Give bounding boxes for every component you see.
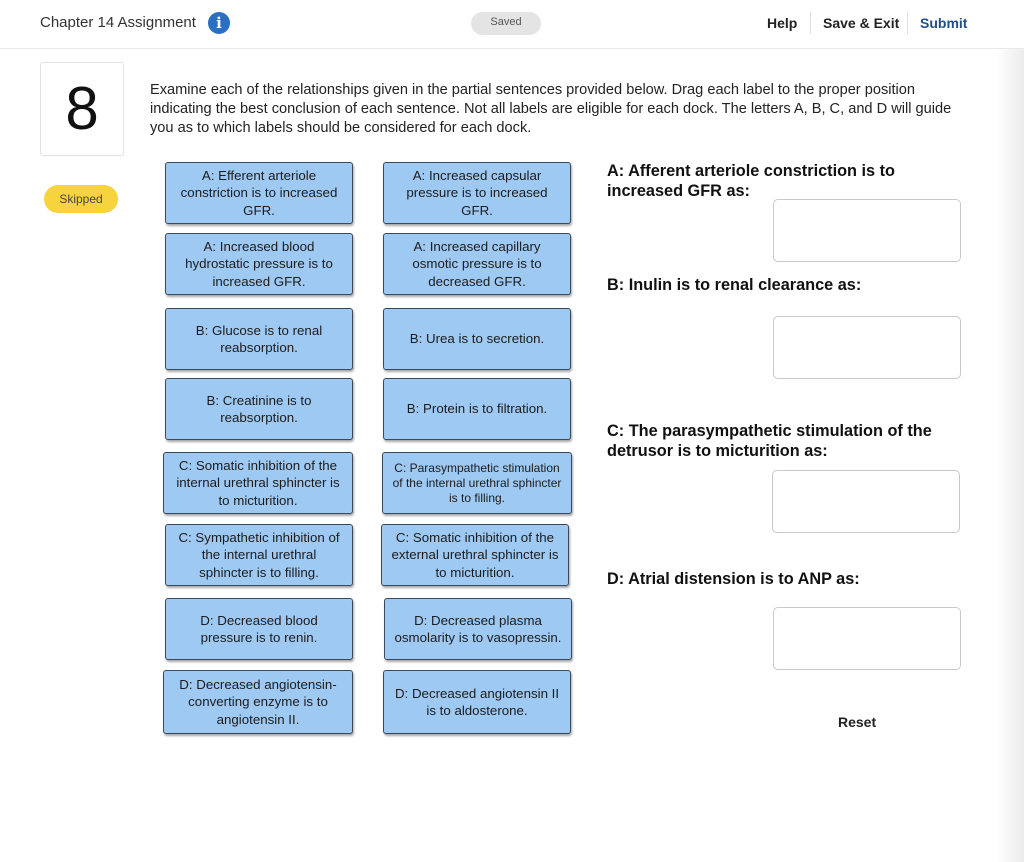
drop-dock-b[interactable] xyxy=(773,316,961,379)
page-edge-shade xyxy=(996,0,1024,862)
saved-status-pill: Saved xyxy=(471,12,541,35)
info-icon[interactable]: i xyxy=(208,12,230,34)
drag-label[interactable]: A: Increased capsular pressure is to increased GFR. xyxy=(383,162,571,224)
dock-prompt-a: A: Afferent arteriole constriction is to increased GFR as: xyxy=(607,162,895,200)
dock-prompt-c: C: The parasympathetic stimulation of the detrusor is to micturition as: xyxy=(607,422,932,460)
top-bar xyxy=(0,0,1024,49)
drag-label[interactable]: C: Sympathetic inhibition of the internal urethral sphincter is to filling. xyxy=(165,524,353,586)
drag-label[interactable]: A: Increased blood hydrostatic pressure is to increased GFR. xyxy=(165,233,353,295)
assignment-title: Chapter 14 Assignment xyxy=(40,14,196,31)
drag-label[interactable]: A: Increased capillary osmotic pressure is to decreased GFR. xyxy=(383,233,571,295)
dock-prompt-d: D: Atrial distension is to ANP as: xyxy=(607,570,860,588)
dock-prompt-b: B: Inulin is to renal clearance as: xyxy=(607,276,862,294)
drag-label[interactable]: A: Efferent arteriole constriction is to increased GFR. xyxy=(165,162,353,224)
drag-label[interactable]: C: Parasympathetic stimulation of the internal urethral sphincter is to filling. xyxy=(382,452,572,514)
header-divider xyxy=(907,12,908,34)
drag-label[interactable]: B: Urea is to secretion. xyxy=(383,308,571,370)
help-link[interactable]: Help xyxy=(767,15,798,31)
question-number: 8 xyxy=(40,62,124,156)
reset-button[interactable]: Reset xyxy=(838,714,877,730)
save-exit-link[interactable]: Save & Exit xyxy=(823,15,900,31)
drag-label[interactable]: B: Protein is to filtration. xyxy=(383,378,571,440)
submit-button[interactable]: Submit xyxy=(920,15,968,31)
drag-label[interactable]: D: Decreased blood pressure is to renin. xyxy=(165,598,353,660)
drag-label[interactable]: D: Decreased plasma osmolarity is to vasopressin. xyxy=(384,598,572,660)
drop-dock-a[interactable] xyxy=(773,199,961,262)
drag-label[interactable]: B: Creatinine is to reabsorption. xyxy=(165,378,353,440)
drag-label[interactable]: C: Somatic inhibition of the internal urethral sphincter is to micturition. xyxy=(163,452,353,514)
skipped-status-badge: Skipped xyxy=(44,185,118,213)
drop-dock-d[interactable] xyxy=(773,607,961,670)
drag-label[interactable]: B: Glucose is to renal reabsorption. xyxy=(165,308,353,370)
drop-dock-c[interactable] xyxy=(772,470,960,533)
header-divider xyxy=(810,12,811,34)
drag-label[interactable]: D: Decreased angiotensin-converting enzyme is to angiotensin II. xyxy=(163,670,353,734)
drag-label[interactable]: C: Somatic inhibition of the external urethral sphincter is to micturition. xyxy=(381,524,569,586)
drag-label[interactable]: D: Decreased angiotensin II is to aldosterone. xyxy=(383,670,571,734)
question-instructions: Examine each of the relationships given in the partial sentences provided below. Drag each label to the proper position indicating the best conclusion of each sentence. Not all labels are eligible for each dock. The letters A, B, C, and D will guide you as to which labels should be considered for each dock. xyxy=(150,82,952,136)
